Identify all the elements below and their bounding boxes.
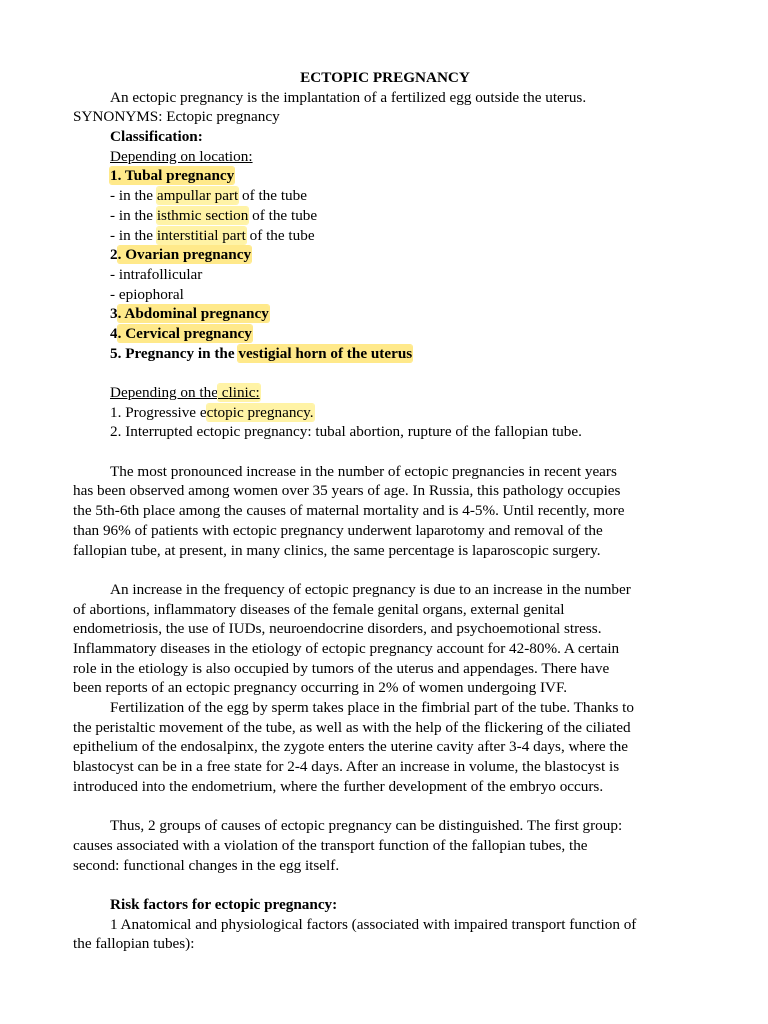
tubal-item: - in the isthmic section of the tube — [110, 206, 318, 224]
ovarian-item: - epiophoral — [110, 285, 184, 303]
highlight: ampullar part — [156, 187, 239, 205]
synonyms-text: SYNONYMS: Ectopic pregnancy — [73, 108, 280, 126]
tubal-item: - in the ampullar part of the tube — [110, 187, 307, 205]
paragraph-1: The most pronounced increase in the number of ectopic pregnancies in recent years has been observed among women over 35 years of age. In Russia, this pathology occupies the 5th-6th place among the causes of maternal mortality and is 4-5%. Until recently, more than 96% of patients with ectopic pregnancy underwent laparotomy and removal of the fallopian tube, at present, in many clinics, the same percentage is laparoscopic surgery. — [73, 462, 625, 559]
location-heading: Depending on location: — [110, 147, 253, 165]
abdominal-pregnancy-heading: 3. Abdominal pregnancy — [110, 305, 269, 323]
page-title: ECTOPIC PREGNANCY — [300, 69, 470, 86]
paragraph-5: 1 Anatomical and physiological factors (associated with impaired transport function of the fallopian tubes): — [73, 915, 637, 953]
paragraph-3: Fertilization of the egg by sperm takes place in the fimbrial part of the tube. Thanks to the peristaltic movement of the tube, as well as with the help of the flickering of the ciliated epithelium of the endosalpinx, the zygote enters the uterine cavity after 3-4 days, where the blastocyst can be in a free state for 2-4 days. After an increase in volume, the blastocyst is introduced into the endometrium, where the further development of the embryo occurs. — [73, 699, 634, 795]
ovarian-pregnancy-label: . Ovarian pregnancy — [117, 246, 252, 264]
risk-factors-heading: Risk factors for ectopic pregnancy: — [110, 895, 338, 913]
cervical-pregnancy-label: . Cervical pregnancy — [117, 324, 252, 342]
tubal-item: - in the interstitial part of the tube — [110, 226, 315, 244]
highlight: clinic: — [217, 384, 260, 401]
tubal-pregnancy-label: 1. Tubal pregnancy — [110, 167, 235, 185]
intro-text: An ectopic pregnancy is the implantation of a fertilized egg outside the uterus. — [110, 88, 587, 106]
clinic-item: 2. Interrupted ectopic pregnancy: tubal abortion, rupture of the fallopian tube. — [110, 423, 582, 441]
abdominal-pregnancy-label: . Abdominal pregnancy — [117, 305, 269, 323]
highlight: ctopic pregnancy. — [206, 403, 314, 421]
ovarian-item: - intrafollicular — [110, 265, 203, 283]
tubal-pregnancy-heading — [73, 166, 697, 186]
cervical-pregnancy-heading: 4. Cervical pregnancy — [110, 324, 252, 342]
clinic-item: 1. Progressive ectopic pregnancy. — [110, 403, 314, 421]
highlight: interstitial part — [156, 226, 246, 244]
paragraph-4: Thus, 2 groups of causes of ectopic pregnancy can be distinguished. The first group: causes associated with a violation of the transport function of the fallopian tubes, the second: functional changes in the egg itself. — [73, 817, 623, 874]
ovarian-pregnancy-heading: 2. Ovarian pregnancy — [110, 246, 252, 264]
document-page — [73, 68, 697, 954]
paragraph-2: An increase in the frequency of ectopic pregnancy is due to an increase in the number of abortions, inflammatory diseases of the female genital organs, external genital endometriosis, the use of IUDs, neuroendocrine disorders, and psychoemotional stress. Inflammatory diseases in the etiology of ectopic pregnancy account for 42-80%. A certain role in the etiology is also occupied by tumors of the uterus and appendages. There have been reports of an ectopic pregnancy occurring in 2% of women undergoing IVF. — [73, 580, 631, 697]
clinic-heading: Depending on the clinic: — [110, 384, 260, 401]
vestigial-pregnancy-heading: 5. Pregnancy in the vestigial horn of the uterus — [110, 344, 413, 362]
vestigial-highlight: vestigial horn of the uterus — [238, 344, 413, 362]
highlight: isthmic section — [156, 206, 249, 224]
classification-heading: Classification: — [110, 128, 203, 146]
